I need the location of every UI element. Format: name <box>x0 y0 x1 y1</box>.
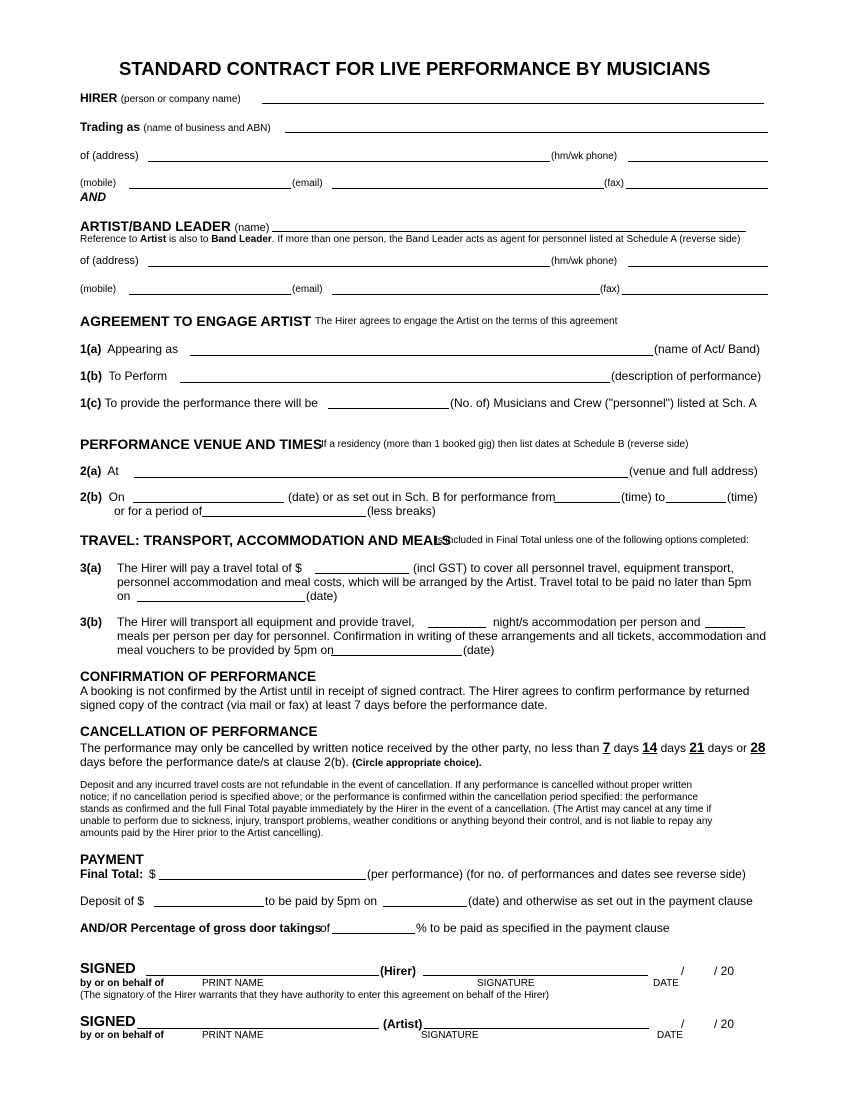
artist-print-name-field[interactable] <box>137 1028 379 1029</box>
page-title: STANDARD CONTRACT FOR LIVE PERFORMANCE BY MUSICIANS <box>119 58 711 79</box>
artist-label-text: ARTIST/BAND LEADER <box>80 219 231 234</box>
artist-reference-note <box>80 234 740 245</box>
clause-text: On <box>108 490 125 504</box>
fine-print-line: stands as confirmed and the full Final Total payable immediately by the Hirer in the event of a cancellation. (The Artist may cancel at any time if <box>80 804 712 815</box>
artist-fax-field[interactable] <box>622 294 768 295</box>
artist-role-label: (Artist) <box>383 1017 423 1031</box>
deposit-date-field[interactable] <box>383 906 467 907</box>
clause-2b-mid: (date) or as set out in Sch. B for performance from <box>288 490 556 504</box>
deposit-mid: to be paid by 5pm on <box>265 894 378 908</box>
clause-3a-line2: personnel accommodation and meal costs, which will be arranged by the Artist. Travel total to be paid no later than 5pm <box>117 575 752 589</box>
option-14-days[interactable]: 14 <box>642 740 658 755</box>
cancellation-text: The performance may only be cancelled by written notice received by the other party, no less than <box>80 741 603 755</box>
artist-phone-label: (hm/wk phone) <box>551 256 618 267</box>
nights-field[interactable] <box>428 627 486 628</box>
clause-1a-label <box>80 342 178 356</box>
clause-3a-number: 3(a) <box>80 561 102 575</box>
final-total-field[interactable] <box>159 879 366 880</box>
clause-1a-suffix: (name of Act/ Band) <box>654 342 761 356</box>
clause-3a-line1b: (incl GST) to cover all personnel travel, equipment transport, <box>413 561 734 575</box>
fine-print-line: unable to perform due to sickness, injury, transport problems, weather conditions or anything beyond their control, and is not liable to repay any <box>80 816 713 827</box>
andor-suffix: % to be paid as specified in the payment clause <box>416 921 670 935</box>
artist-address-label: of (address) <box>80 255 139 267</box>
trading-label-text: Trading as <box>80 120 141 134</box>
artist-ref-part: is also to <box>166 234 212 245</box>
venue-note: If a residency (more than 1 booked gig) then list dates at Schedule B (reverse side) <box>321 439 689 450</box>
signed-artist-label: SIGNED <box>80 1014 136 1030</box>
hirer-date-slash: / <box>681 964 685 978</box>
artist-mobile-field[interactable] <box>129 294 291 295</box>
meals-field[interactable] <box>705 627 745 628</box>
option-28-days[interactable]: 28 <box>750 740 766 755</box>
hirer-date-caption: DATE <box>653 978 679 989</box>
artist-address-field[interactable] <box>148 266 550 267</box>
hirer-signature-caption: SIGNATURE <box>477 978 535 989</box>
clause-1b-suffix: (description of performance) <box>611 369 762 383</box>
artist-phone-field[interactable] <box>628 266 768 267</box>
clause-text: To provide the performance there will be <box>104 396 318 410</box>
agreement-heading: AGREEMENT TO ENGAGE ARTIST <box>80 313 312 329</box>
artist-signature-field[interactable] <box>424 1028 649 1029</box>
door-percentage-field[interactable] <box>332 933 415 934</box>
artist-date-year: / 20 <box>714 1017 735 1031</box>
clause-1c-suffix: (No. of) Musicians and Crew ("personnel") listed at Sch. A <box>450 396 757 410</box>
artist-ref-part: . If more than one person, the Band Leader acts as agent for personnel listed at Schedule A (reverse side) <box>271 234 741 245</box>
fine-print-line: notice; if no cancellation period is specified above; or the performance is confirmed within the cancellation period specified: the performance <box>80 792 699 803</box>
hirer-mobile-field[interactable] <box>129 188 291 189</box>
end-time-field[interactable] <box>666 502 726 503</box>
clause-1c-label <box>80 396 318 410</box>
hirer-address-field[interactable] <box>148 161 550 162</box>
clause-3b-date: (date) <box>463 643 495 657</box>
fine-print-line: amounts paid by the Hirer prior to the Artist cancelling). <box>80 828 324 839</box>
final-total-suffix: (per performance) (for no. of performances and dates see reverse side) <box>367 867 746 881</box>
and-label: AND <box>80 190 106 204</box>
artist-email-label: (email) <box>292 284 323 295</box>
trading-label-sub: (name of business and ABN) <box>143 123 271 134</box>
clause-2a-suffix: (venue and full address) <box>629 464 758 478</box>
deposit-amount-field[interactable] <box>154 906 264 907</box>
clause-2a-label <box>80 464 119 478</box>
payment-heading: PAYMENT <box>80 852 144 867</box>
andor-of: of <box>320 921 331 935</box>
artist-label <box>80 219 269 234</box>
clause-text: To Perform <box>108 369 168 383</box>
hirer-print-name-caption: PRINT NAME <box>202 978 264 989</box>
confirmation-line1: A booking is not confirmed by the Artist until in receipt of signed contract. The Hirer agrees to confirm performance by returned <box>80 684 750 698</box>
clause-3b-line1b: night/s accommodation per person and <box>493 615 701 629</box>
clause-2b-period-label: or for a period of <box>114 504 203 518</box>
cancellation-line1 <box>80 740 765 755</box>
clause-3a-line1a: The Hirer will pay a travel total of $ <box>117 561 302 575</box>
hirer-role-label: (Hirer) <box>380 964 417 978</box>
travel-payment-date-field[interactable] <box>137 601 305 602</box>
confirmation-line2: signed copy of the contract (via mail or fax) at least 7 days before the performance date. <box>80 698 548 712</box>
artist-print-name-caption: PRINT NAME <box>202 1030 264 1041</box>
performance-period-field[interactable] <box>202 516 366 517</box>
clause-number: 1(a) <box>80 342 102 356</box>
vouchers-date-field[interactable] <box>331 655 462 656</box>
artist-date-slash: / <box>681 1017 685 1031</box>
hirer-mobile-label: (mobile) <box>80 178 117 189</box>
hirer-label-sub: (person or company name) <box>120 94 241 105</box>
act-name-field[interactable] <box>190 355 653 356</box>
clause-number: 1(c) <box>80 396 102 410</box>
option-21-days[interactable]: 21 <box>689 740 705 755</box>
clause-1b-label <box>80 369 167 383</box>
trading-label <box>80 120 271 134</box>
artist-date-caption: DATE <box>657 1030 683 1041</box>
clause-3a-date: (date) <box>306 589 338 603</box>
clause-2b-label <box>80 490 125 504</box>
days-or-text: days or <box>704 741 751 755</box>
andor-label: AND/OR Percentage of gross door takings <box>80 921 322 935</box>
hirer-label-text: HIRER <box>80 91 118 105</box>
hirer-address-label: of (address) <box>80 150 139 162</box>
final-total-label: Final Total: <box>80 867 144 881</box>
clause-2b-breaks: (less breaks) <box>367 504 436 518</box>
clause-2b-time-to: (time) to <box>621 490 666 504</box>
venue-address-field[interactable] <box>134 477 628 478</box>
clause-text: Appearing as <box>107 342 179 356</box>
travel-total-field[interactable] <box>315 573 409 574</box>
artist-name-field[interactable] <box>272 231 746 232</box>
band-leader-ref-bold: Band Leader <box>211 234 272 245</box>
clause-number: 2(a) <box>80 464 102 478</box>
hirer-fax-field[interactable] <box>626 188 768 189</box>
hirer-print-name-field[interactable] <box>146 975 379 976</box>
option-7-days[interactable]: 7 <box>602 740 611 755</box>
artist-fax-label: (fax) <box>600 284 620 295</box>
circle-choice-note: (Circle appropriate choice). <box>352 758 482 769</box>
artist-ref-bold: Artist <box>140 234 167 245</box>
artist-mobile-label: (mobile) <box>80 284 117 295</box>
agreement-note: The Hirer agrees to engage the Artist on the terms of this agreement <box>315 316 618 327</box>
performance-date-field[interactable] <box>133 502 284 503</box>
travel-note: Is included in Final Total unless one of the following options completed: <box>435 535 749 546</box>
artist-ref-part: Reference to <box>80 234 141 245</box>
signed-hirer-label: SIGNED <box>80 961 136 977</box>
fine-print-line: Deposit and any incurred travel costs are not refundable in the event of cancellation. If any performance is cancelled without proper written <box>80 780 693 791</box>
clause-text: At <box>107 464 119 478</box>
clause-2b-time-suffix: (time) <box>727 490 758 504</box>
clause-3b-line1a: The Hirer will transport all equipment and provide travel, <box>117 615 415 629</box>
start-time-field[interactable] <box>554 502 620 503</box>
cancellation-heading: CANCELLATION OF PERFORMANCE <box>80 724 318 739</box>
trading-as-field[interactable] <box>285 132 768 133</box>
venue-heading: PERFORMANCE VENUE AND TIMES <box>80 436 323 452</box>
cancellation-text: days before the performance date/s at clause 2(b). <box>80 755 353 769</box>
hirer-email-field[interactable] <box>332 188 604 189</box>
musician-count-field[interactable] <box>328 408 449 409</box>
clause-number: 2(b) <box>80 490 102 504</box>
hirer-email-label: (email) <box>292 178 323 189</box>
clause-3b-line2: meals per person per day for personnel. Confirmation in writing of these arrangements and all tickets, accommodation and <box>117 629 767 643</box>
clause-3b-number: 3(b) <box>80 615 102 629</box>
travel-heading: TRAVEL: TRANSPORT, ACCOMMODATION AND MEALS <box>80 532 451 548</box>
days-text: days <box>610 741 643 755</box>
hirer-phone-field[interactable] <box>628 161 768 162</box>
hirer-fax-label: (fax) <box>604 178 624 189</box>
clause-3a-on: on <box>117 589 131 603</box>
days-text: days <box>657 741 690 755</box>
artist-behalf-label: by or on behalf of <box>80 1030 164 1041</box>
artist-email-field[interactable] <box>332 294 600 295</box>
hirer-phone-label: (hm/wk phone) <box>551 151 618 162</box>
hirer-behalf-label: by or on behalf of <box>80 978 164 989</box>
hirer-label <box>80 91 241 105</box>
hirer-signature-field[interactable] <box>423 975 648 976</box>
clause-3b-line3a: meal vouchers to be provided by 5pm on <box>117 643 334 657</box>
hirer-warrant-note: (The signatory of the Hirer warrants that they have authority to enter this agreement on behalf of the Hirer) <box>80 990 550 1001</box>
cancellation-line2 <box>80 755 482 769</box>
artist-label-sub: (name) <box>234 222 270 234</box>
hirer-date-year: / 20 <box>714 964 735 978</box>
clause-number: 1(b) <box>80 369 102 383</box>
performance-description-field[interactable] <box>180 382 610 383</box>
final-total-dollar: $ <box>149 867 156 881</box>
artist-signature-caption: SIGNATURE <box>421 1030 479 1041</box>
confirmation-heading: CONFIRMATION OF PERFORMANCE <box>80 669 316 684</box>
hirer-name-field[interactable] <box>262 103 764 104</box>
deposit-suffix: (date) and otherwise as set out in the payment clause <box>468 894 753 908</box>
deposit-label: Deposit of $ <box>80 894 145 908</box>
